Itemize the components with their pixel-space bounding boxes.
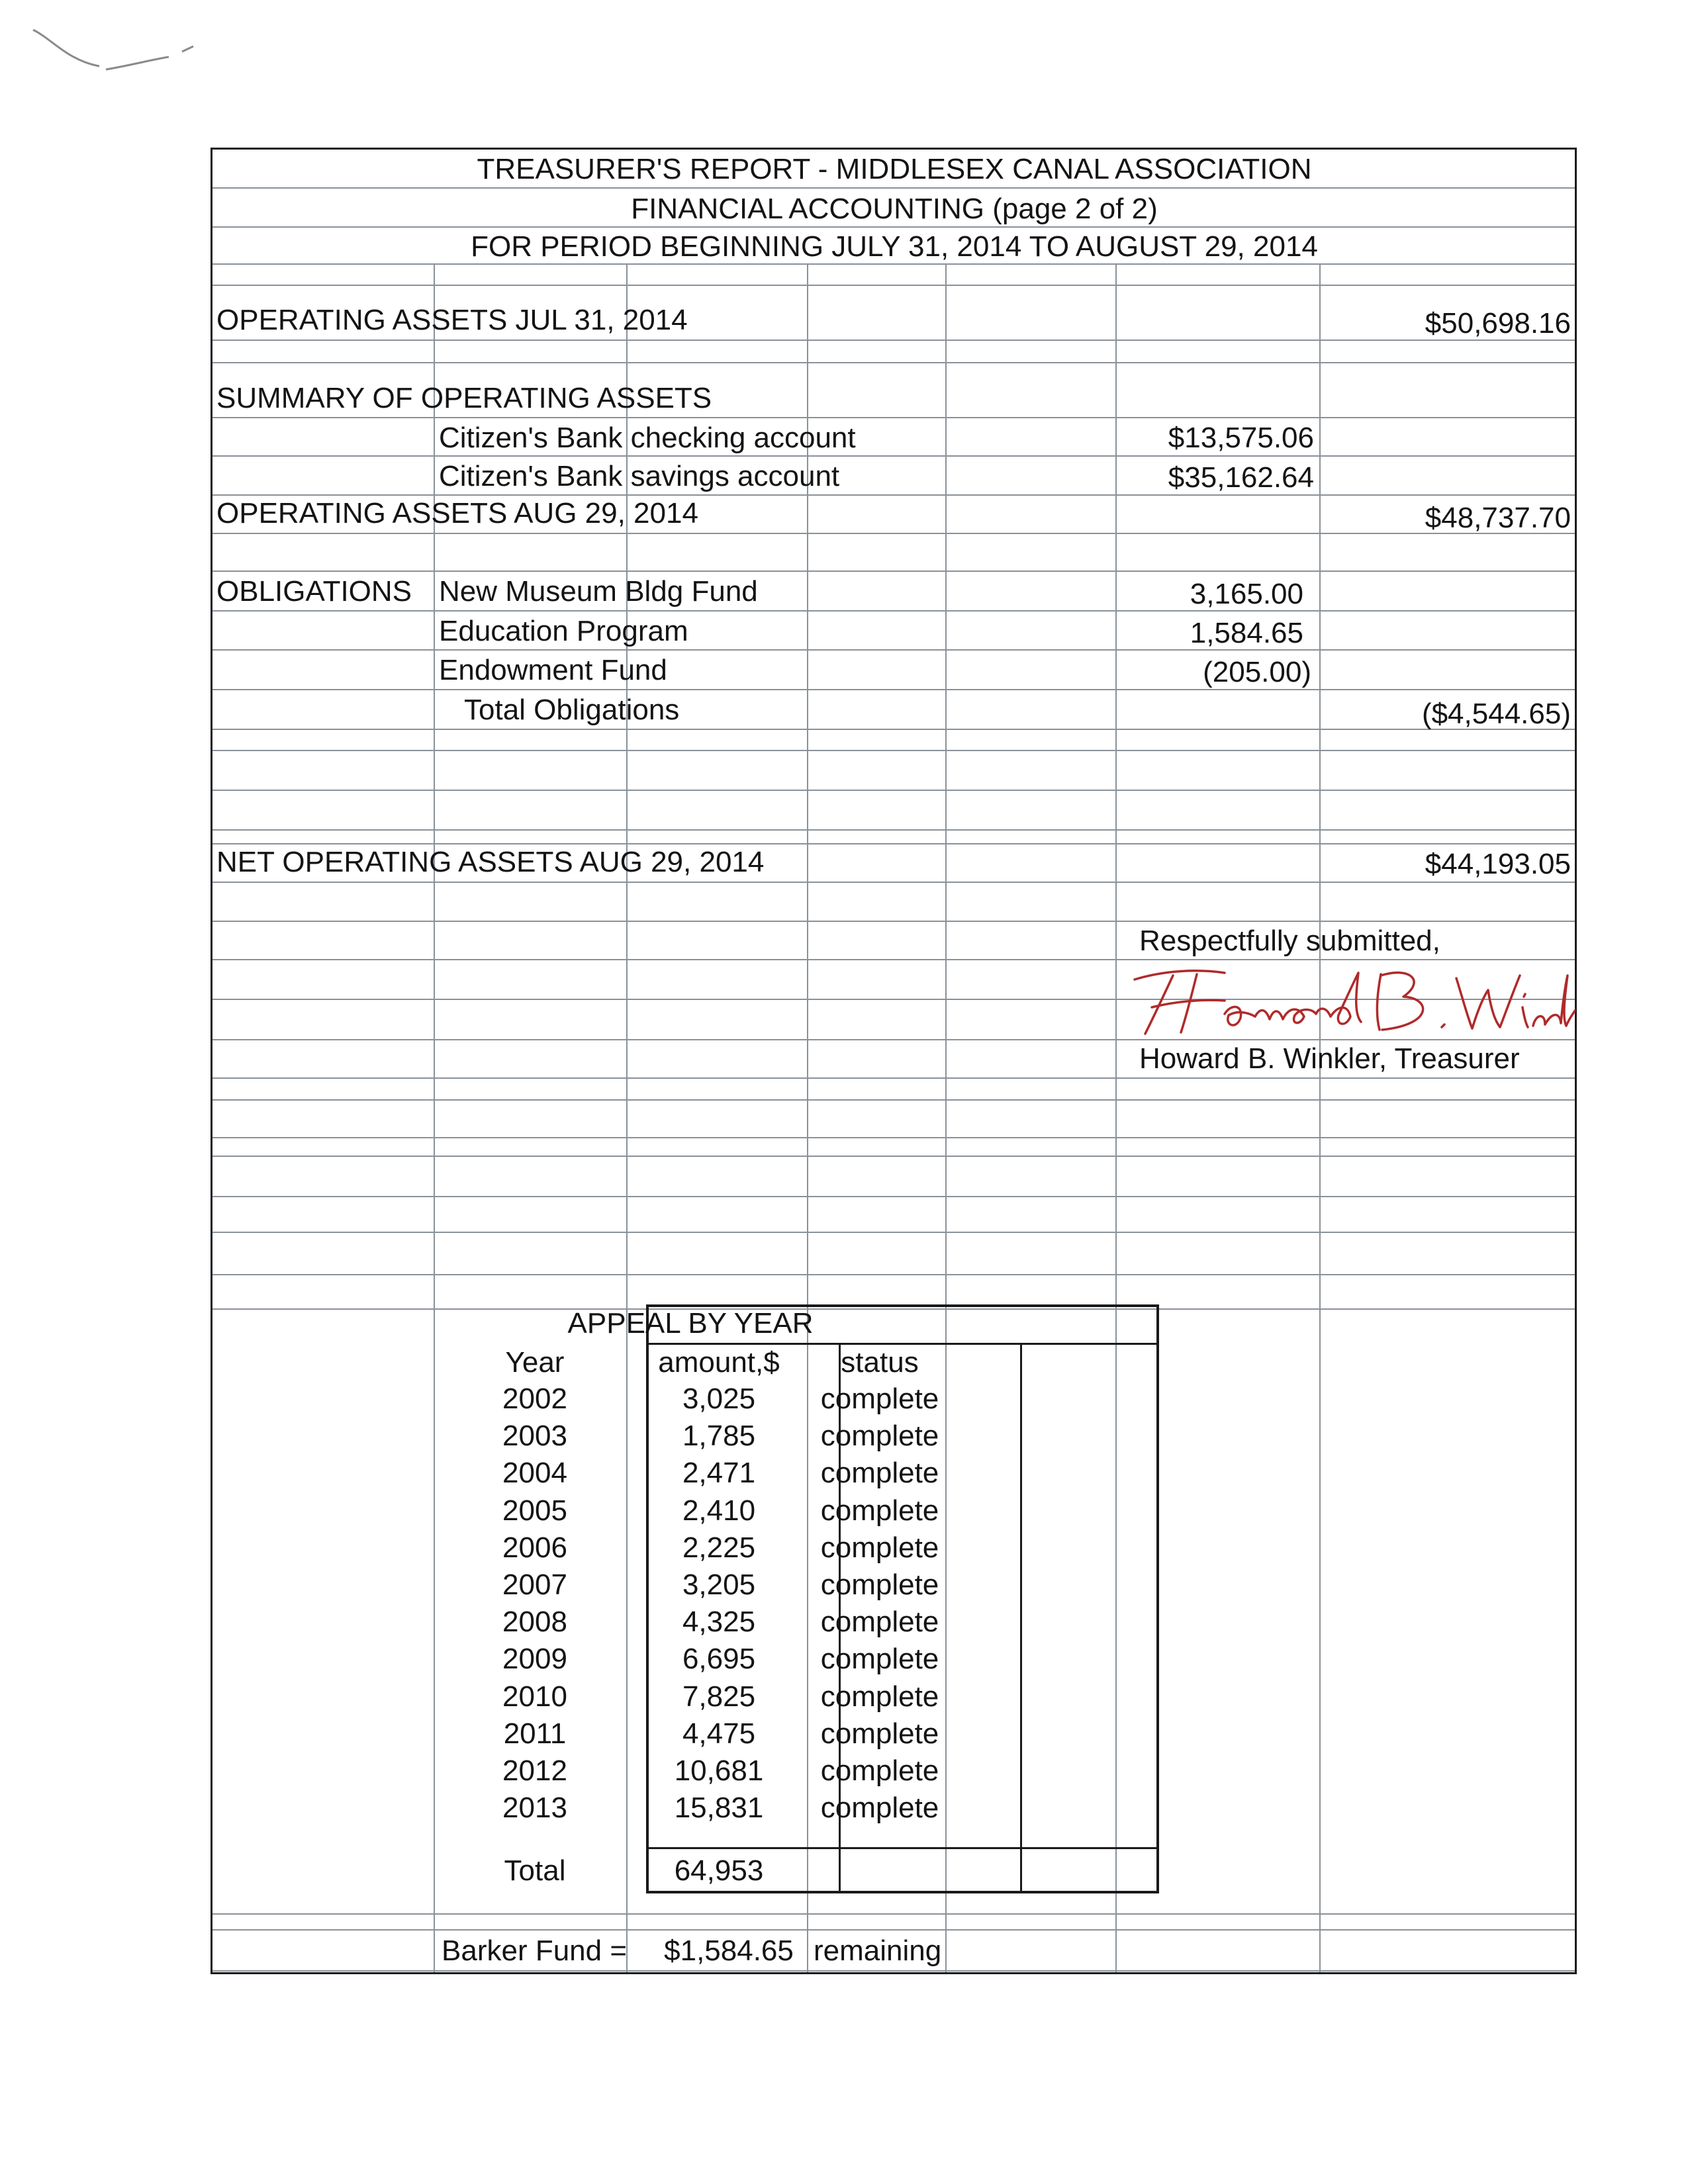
appeal-amount-cell: 7,825 <box>682 1680 756 1713</box>
appeal-table-title: APPEAL BY YEAR <box>567 1307 814 1340</box>
appeal-year-cell: 2008 <box>502 1606 567 1639</box>
barker-fund-status: remaining <box>814 1934 942 1967</box>
appeal-title-rule <box>649 1343 1156 1345</box>
museum-fund-amount: 3,165.00 <box>1190 578 1303 610</box>
appeal-status-cell: complete <box>820 1680 939 1713</box>
closing-assets-label: OPERATING ASSETS AUG 29, 2014 <box>216 497 698 529</box>
appeal-year-cell: 2010 <box>502 1680 567 1713</box>
museum-fund-label: New Museum Bldg Fund <box>439 575 758 608</box>
appeal-amount-cell: 6,695 <box>682 1643 756 1676</box>
appeal-status-cell: complete <box>820 1531 939 1564</box>
education-program-label: Education Program <box>439 615 688 647</box>
appeal-status-cell: complete <box>820 1569 939 1601</box>
appeal-amount-cell: 3,205 <box>682 1569 756 1601</box>
opening-assets-label: OPERATING ASSETS JUL 31, 2014 <box>216 304 688 336</box>
report-title: TREASURER'S REPORT - MIDDLESEX CANAL ASSOCIATION <box>477 153 1312 185</box>
appeal-status-cell: complete <box>820 1457 939 1490</box>
savings-account-label: Citizen's Bank savings account <box>439 460 840 492</box>
appeal-status-cell: complete <box>820 1717 939 1750</box>
education-program-amount: 1,584.65 <box>1190 617 1303 649</box>
appeal-year-cell: 2012 <box>502 1754 567 1787</box>
appeal-status-cell: complete <box>820 1420 939 1453</box>
report-subtitle: FINANCIAL ACCOUNTING (page 2 of 2) <box>631 193 1158 225</box>
report-period: FOR PERIOD BEGINNING JULY 31, 2014 TO AUGUST 29, 2014 <box>471 230 1318 263</box>
appeal-year-cell: 2004 <box>502 1457 567 1490</box>
appeal-total-rule <box>649 1847 1156 1849</box>
appeal-amount-cell: 2,225 <box>682 1531 756 1564</box>
signoff-closing: Respectfully submitted, <box>1139 925 1440 957</box>
appeal-year-cell: 2005 <box>502 1494 567 1527</box>
obligations-label: OBLIGATIONS <box>216 575 412 608</box>
appeal-amount-cell: 2,410 <box>682 1494 756 1527</box>
appeal-year-cell: 2003 <box>502 1420 567 1453</box>
barker-fund-label: Barker Fund = <box>442 1934 628 1967</box>
appeal-status-cell: complete <box>820 1494 939 1527</box>
treasurer-signature <box>1125 961 1575 1040</box>
report-spreadsheet <box>211 148 1577 1974</box>
opening-assets-total: $50,698.16 <box>1425 307 1571 340</box>
appeal-status-cell: complete <box>820 1792 939 1825</box>
savings-account-amount: $35,162.64 <box>1168 461 1314 494</box>
appeal-year-cell: 2009 <box>502 1643 567 1676</box>
net-assets-label: NET OPERATING ASSETS AUG 29, 2014 <box>216 846 765 878</box>
barker-fund-amount: $1,584.65 <box>664 1934 794 1967</box>
appeal-year-header: Year <box>505 1346 565 1379</box>
checking-account-amount: $13,575.06 <box>1168 422 1314 454</box>
appeal-year-cell: 2011 <box>503 1717 567 1750</box>
appeal-amount-divider <box>1020 1343 1022 1891</box>
appeal-amount-cell: 4,475 <box>682 1717 756 1750</box>
appeal-status-cell: complete <box>820 1383 939 1415</box>
appeal-total-amount: 64,953 <box>674 1854 764 1887</box>
appeal-amount-cell: 4,325 <box>682 1606 756 1639</box>
total-obligations-amount: ($4,544.65) <box>1421 698 1571 730</box>
appeal-status-cell: complete <box>820 1754 939 1787</box>
appeal-status-cell: complete <box>820 1643 939 1676</box>
appeal-total-label: Total <box>504 1854 566 1887</box>
appeal-amount-cell: 15,831 <box>674 1792 764 1825</box>
appeal-amount-cell: 1,785 <box>682 1420 756 1453</box>
appeal-status-cell: complete <box>820 1606 939 1639</box>
appeal-status-header: status <box>841 1346 919 1379</box>
scan-mark <box>26 13 199 86</box>
net-assets-total: $44,193.05 <box>1425 848 1571 880</box>
appeal-amount-header: amount,$ <box>658 1346 780 1379</box>
appeal-year-cell: 2007 <box>502 1569 567 1601</box>
endowment-fund-label: Endowment Fund <box>439 654 667 686</box>
summary-label: SUMMARY OF OPERATING ASSETS <box>216 382 712 414</box>
checking-account-label: Citizen's Bank checking account <box>439 422 856 454</box>
appeal-amount-cell: 3,025 <box>682 1383 756 1415</box>
appeal-year-cell: 2002 <box>502 1383 567 1415</box>
appeal-amount-cell: 10,681 <box>674 1754 764 1787</box>
appeal-amount-cell: 2,471 <box>682 1457 756 1490</box>
treasurer-name: Howard B. Winkler, Treasurer <box>1139 1042 1520 1075</box>
appeal-year-cell: 2006 <box>502 1531 567 1564</box>
closing-assets-total: $48,737.70 <box>1425 502 1571 534</box>
appeal-year-cell: 2013 <box>502 1792 567 1825</box>
endowment-fund-amount: (205.00) <box>1203 656 1311 688</box>
total-obligations-label: Total Obligations <box>464 694 680 726</box>
